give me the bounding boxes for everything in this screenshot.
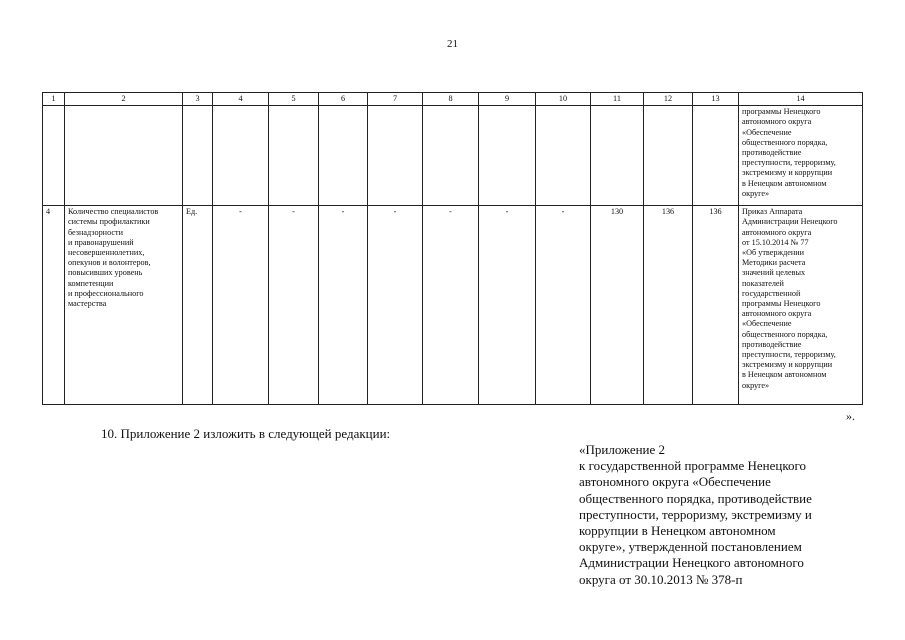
appendix-line: преступности, терроризму, экстремизму и xyxy=(579,506,812,522)
cell-empty xyxy=(269,106,319,206)
header-cell-10: 10 xyxy=(536,93,591,106)
text-line: программы Ненецкого xyxy=(742,107,821,117)
cell-empty xyxy=(43,106,65,206)
appendix-line: округа от 30.10.2013 № 378-п xyxy=(579,571,743,587)
text-line: Количество специалистов xyxy=(68,207,159,217)
text-line: преступности, терроризму, xyxy=(742,158,836,168)
appendix-line: округе», утвержденной постановлением xyxy=(579,539,802,555)
text-line: «Об утверждении xyxy=(742,248,805,258)
text-line: несовершеннолетних, xyxy=(68,248,145,258)
cell-empty xyxy=(591,106,644,206)
text-line: повысивших уровень xyxy=(68,268,143,278)
cell-empty xyxy=(644,106,693,206)
cell-source-order xyxy=(739,206,863,405)
appendix-line: коррупции в Ненецком автономном xyxy=(579,523,776,539)
text-line: автономного округа xyxy=(742,309,812,319)
cell-empty xyxy=(183,106,213,206)
cell-value-col5: - xyxy=(269,206,319,405)
cell-value-col11: 130 xyxy=(591,206,644,405)
cell-empty xyxy=(423,106,479,206)
header-cell-12: 12 xyxy=(644,93,693,106)
cell-value-col8: - xyxy=(423,206,479,405)
cell-unit: Ед. xyxy=(183,206,213,405)
text-line: системы профилактики xyxy=(68,217,150,227)
text-line: «Обеспечение xyxy=(742,319,792,329)
closing-quote: ». xyxy=(846,409,855,423)
cell-value-col12: 136 xyxy=(644,206,693,405)
appendix-line: Администрации Ненецкого автономного xyxy=(579,555,804,571)
appendix-line: к государственной программе Ненецкого xyxy=(579,458,807,474)
text-line: общественного порядка, xyxy=(742,329,828,339)
header-cell-11: 11 xyxy=(591,93,644,106)
cell-empty xyxy=(65,106,183,206)
appendix-header-block xyxy=(579,442,869,588)
text-line: опекунов и волонтеров, xyxy=(68,258,151,268)
cell-value-col6: - xyxy=(319,206,368,405)
text-line: государственной xyxy=(742,288,801,298)
text-line: показателей xyxy=(742,278,784,288)
indicators-table xyxy=(42,92,863,405)
cell-source-continuation xyxy=(739,106,863,206)
text-line: противодействие xyxy=(742,148,802,158)
text-line: округе» xyxy=(742,188,770,198)
page-number: 21 xyxy=(447,38,458,50)
header-cell-3: 3 xyxy=(183,93,213,106)
text-line: округе» xyxy=(742,380,770,390)
text-line: мастерства xyxy=(68,299,107,309)
cell-empty xyxy=(693,106,739,206)
header-cell-7: 7 xyxy=(368,93,423,106)
cell-value-col9: - xyxy=(479,206,536,405)
text-line: Методики расчета xyxy=(742,258,806,268)
text-line: экстремизму и коррупции xyxy=(742,168,833,178)
appendix-line: автономного округа «Обеспечение xyxy=(579,474,771,490)
text-line: значений целевых xyxy=(742,268,806,278)
text-line: и профессионального xyxy=(68,288,144,298)
table-row-continuation xyxy=(43,106,863,206)
header-cell-9: 9 xyxy=(479,93,536,106)
text-line: автономного округа xyxy=(742,227,812,237)
cell-value-col10: - xyxy=(536,206,591,405)
cell-empty xyxy=(319,106,368,206)
cell-row-number: 4 xyxy=(43,206,65,405)
cell-empty xyxy=(479,106,536,206)
header-cell-2: 2 xyxy=(65,93,183,106)
text-line: экстремизму и коррупции xyxy=(742,360,833,370)
header-cell-1: 1 xyxy=(43,93,65,106)
cell-value-col4: - xyxy=(213,206,269,405)
text-line: автономного округа xyxy=(742,117,812,127)
header-cell-4: 4 xyxy=(213,93,269,106)
text-line: Приказ Аппарата xyxy=(742,207,803,217)
cell-indicator-name xyxy=(65,206,183,405)
text-line: «Обеспечение xyxy=(742,127,792,137)
text-line: в Ненецком автономном xyxy=(742,370,827,380)
header-cell-8: 8 xyxy=(423,93,479,106)
text-line: общественного порядка, xyxy=(742,137,828,147)
text-line: противодействие xyxy=(742,339,802,349)
cell-empty xyxy=(368,106,423,206)
text-line: от 15.10.2014 № 77 xyxy=(742,237,809,247)
section-heading: 10. Приложение 2 изложить в следующей редакции: xyxy=(101,426,391,441)
text-line: компетенции xyxy=(68,278,114,288)
text-line: в Ненецком автономном xyxy=(742,178,827,188)
text-line: программы Ненецкого xyxy=(742,299,821,309)
header-cell-5: 5 xyxy=(269,93,319,106)
cell-empty xyxy=(536,106,591,206)
cell-empty xyxy=(213,106,269,206)
table-row-4 xyxy=(43,206,863,405)
header-cell-13: 13 xyxy=(693,93,739,106)
text-line: и правонарушений xyxy=(68,237,134,247)
appendix-line: общественного порядка, противодействие xyxy=(579,490,812,506)
header-cell-14: 14 xyxy=(739,93,863,106)
text-line: безнадзорности xyxy=(68,227,123,237)
cell-value-col13: 136 xyxy=(693,206,739,405)
text-line: преступности, терроризму, xyxy=(742,350,836,360)
cell-value-col7: - xyxy=(368,206,423,405)
text-line: Администрации Ненецкого xyxy=(742,217,838,227)
appendix-line: «Приложение 2 xyxy=(579,442,666,457)
header-cell-6: 6 xyxy=(319,93,368,106)
table-header-row xyxy=(43,93,863,106)
